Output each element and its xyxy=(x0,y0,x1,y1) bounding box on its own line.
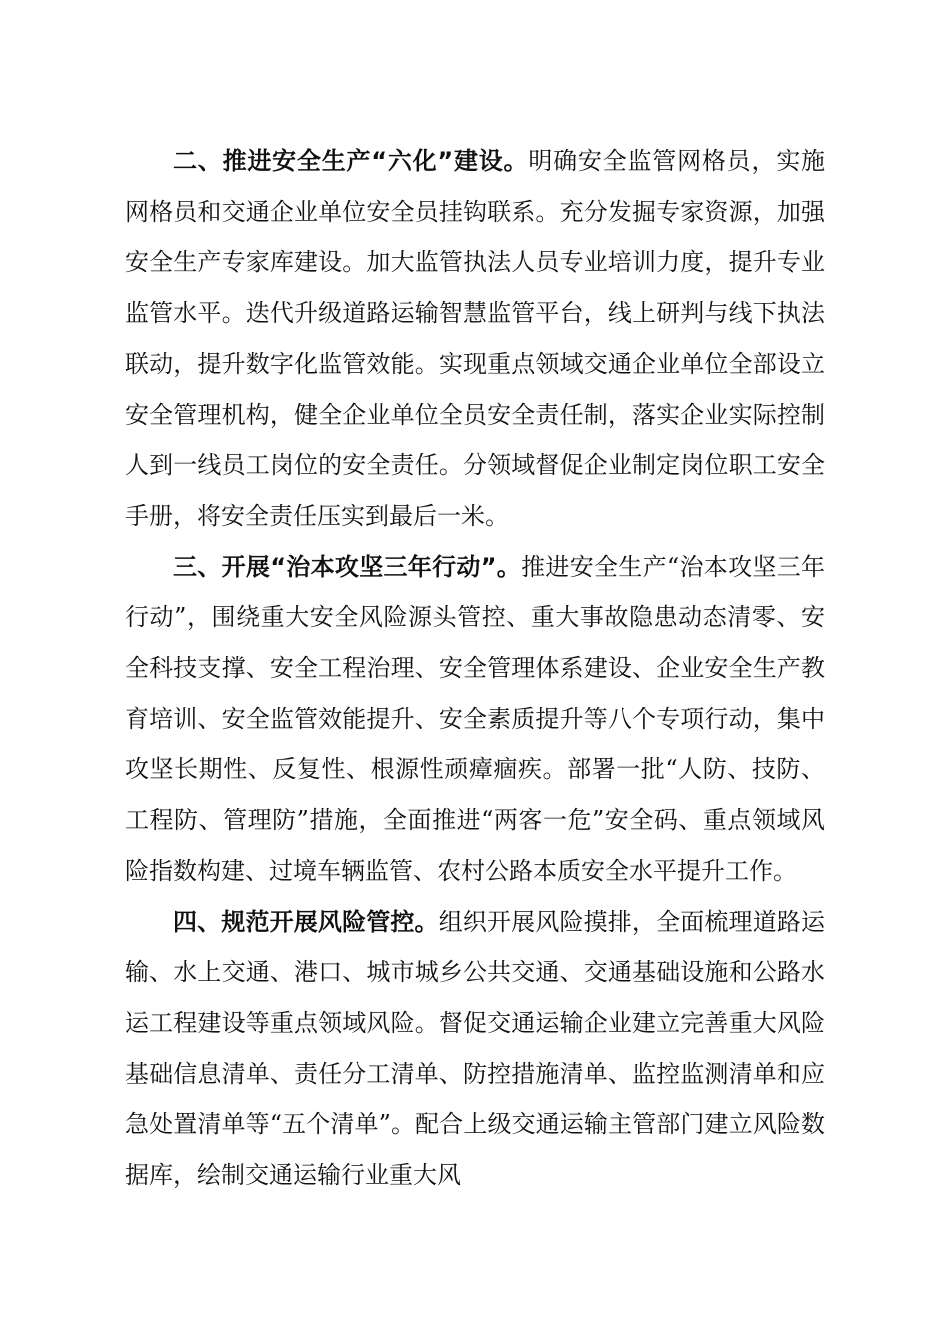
paragraph-liuhua xyxy=(125,136,825,542)
paragraph-text: 组织开展风险摸排，全面梳理道路运输、水上交通、港口、城市城乡公共交通、交通基础设施和公路水运工程建设等重点领域风险。督促交通运输企业建立完善重大风险基础信息清单、责任分工清单、防控措施清单、监控监测清单和应急处置清单等“五个清单”。配合上级交通运输主管部门建立风险数据库，绘制交通运输行业重大风 xyxy=(125,907,826,1190)
paragraph-heading: 四、规范开展风险管控。 xyxy=(173,907,439,936)
paragraph-text: 推进安全生产“治本攻坚三年行动”，围绕重大安全风险源头管控、重大事故隐患动态清零、安全科技支撑、安全工程治理、安全管理体系建设、企业安全生产教育培训、安全监管效能提升、安全素质提升等八个专项行动，集中攻坚长期性、反复性、根源性顽瘴痼疾。部署一批“人防、技防、工程防、管理防”措施，全面推进“两客一危”安全码、重点领域风险指数构建、过境车辆监管、农村公路本质安全水平提升工作。 xyxy=(125,552,825,885)
paragraph-heading: 二、推进安全生产“六化”建设。 xyxy=(173,147,529,175)
paragraph-zhiben xyxy=(125,542,825,897)
paragraph-heading: 三、开展“治本攻坚三年行动”。 xyxy=(173,552,522,581)
paragraph-text: 明确安全监管网格员，实施网格员和交通企业单位安全员挂钩联系。充分发掘专家资源，加强安全生产专家库建设。加大监管执法人员专业培训力度，提升专业监管水平。迭代升级道路运输智慧监管平台，线上研判与线下执法联动，提升数字化监管效能。实现重点领域交通企业单位全部设立安全管理机构，健全企业单位全员安全责任制，落实企业实际控制人到一线员工岗位的安全责任。分领域督促企业制定岗位职工安全手册，将安全责任压实到最后一米。 xyxy=(125,147,826,530)
paragraph-fengxian xyxy=(125,897,825,1201)
document-body xyxy=(125,136,825,1201)
